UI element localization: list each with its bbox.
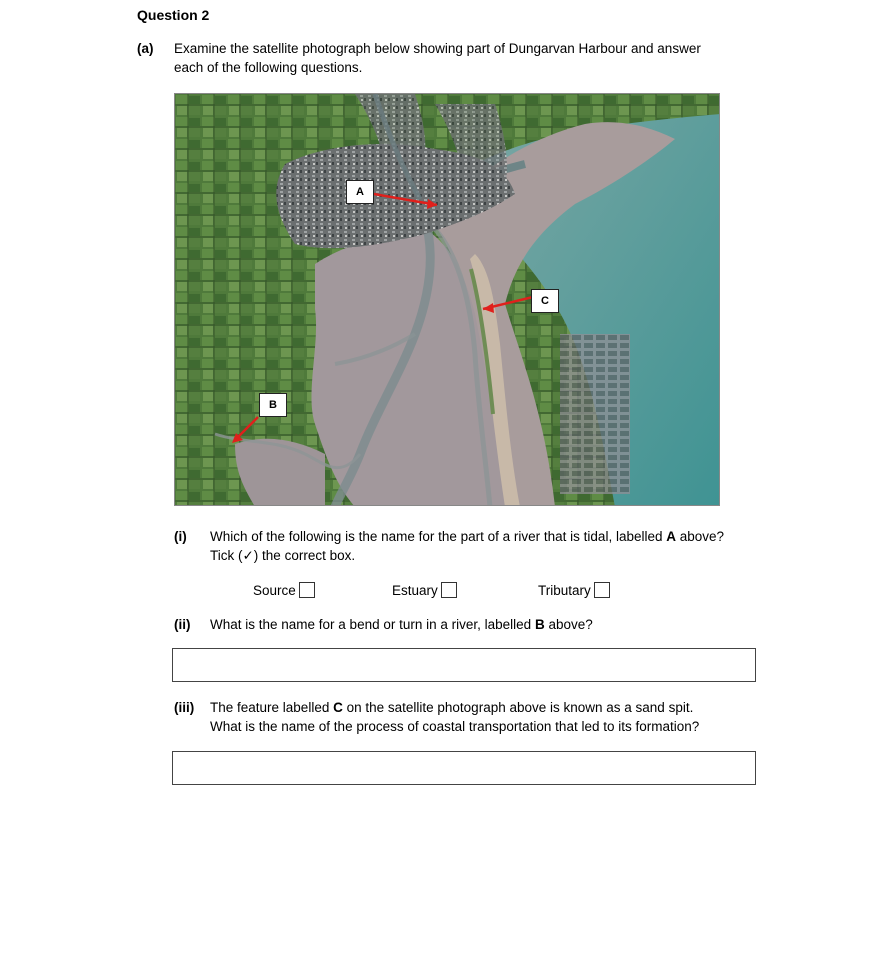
part-a-text-line1: Examine the satellite photograph below showing part of Dungarvan Harbour and answer (174, 41, 701, 56)
q-iii-text-line2: What is the name of the process of coastal transportation that led to its formation? (210, 719, 700, 734)
option-estuary (392, 582, 457, 598)
option-estuary-checkbox[interactable] (441, 582, 457, 598)
q-i-label: (i) (174, 529, 187, 544)
satellite-photograph-svg (175, 94, 720, 506)
q-ii-text (210, 617, 593, 632)
question-title: Question 2 (137, 7, 210, 23)
option-tributary-label: Tributary (538, 583, 591, 598)
answer-box-iii[interactable] (172, 751, 756, 785)
q-ii-label: (ii) (174, 617, 191, 632)
option-tributary-checkbox[interactable] (594, 582, 610, 598)
option-source-label: Source (253, 583, 296, 598)
q-ii-text-bold: B (534, 617, 545, 632)
satellite-photograph (174, 93, 720, 506)
option-estuary-label: Estuary (392, 583, 438, 598)
q-ii-text-pre: What is the name for a bend or turn in a river, labelled (210, 617, 535, 632)
q-iii-label: (iii) (174, 700, 195, 715)
map-label-b: B (259, 393, 287, 417)
q-i-text-pre: Which of the following is the name for the part of a river that is tidal, labelled (210, 529, 667, 544)
q-iii-text-post: on the satellite photograph above is known as a sand spit. (342, 700, 694, 715)
option-source-checkbox[interactable] (299, 582, 315, 598)
q-iii-text-bold: C (333, 700, 343, 715)
q-iii-text-line1 (210, 700, 693, 715)
q-ii-text-post: above? (544, 617, 593, 632)
answer-box-ii[interactable] (172, 648, 756, 682)
q-i-text-bold: A (666, 529, 676, 544)
map-label-a: A (346, 180, 374, 204)
part-a-label: (a) (137, 41, 154, 56)
q-i-text-line2: Tick (✓) the correct box. (210, 548, 356, 563)
part-a-text-line2: each of the following questions. (174, 60, 363, 75)
option-source (253, 582, 315, 598)
option-tributary (538, 582, 610, 598)
map-label-c: C (531, 289, 559, 313)
q-i-text-post: above? (675, 529, 725, 544)
q-iii-text-pre: The feature labelled (210, 700, 334, 715)
q-i-text-line1 (210, 529, 724, 544)
